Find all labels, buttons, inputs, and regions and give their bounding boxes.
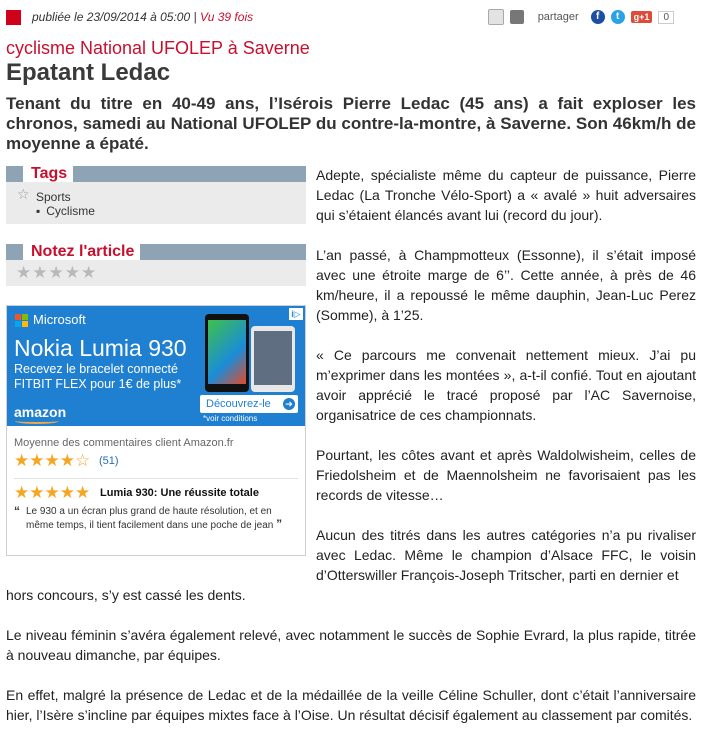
share-label: partager bbox=[537, 11, 579, 23]
article-paragraph: En effet, malgré la présence de Ledac et de la médaillée de la veille Céline Schuller, dont c’était l’anniversaire hier, l’Isère s’incline par équipes mixtes face à l’Oise. Un résultat décisif également au classement par comités. bbox=[6, 687, 696, 723]
advertisement[interactable] bbox=[6, 305, 306, 556]
quote-open-icon: “ bbox=[14, 504, 20, 518]
google-plus-count: 0 bbox=[658, 11, 674, 24]
rating-stars bbox=[16, 264, 96, 282]
published-date: publiée le 23/09/2014 à 05:00 bbox=[32, 10, 191, 24]
microsoft-logo-icon bbox=[15, 314, 28, 327]
rating-star-icon[interactable]: ★ bbox=[81, 263, 97, 282]
rating-star-icon[interactable]: ★ bbox=[48, 263, 64, 282]
ad-brand: Microsoft bbox=[33, 312, 86, 327]
twitter-icon[interactable]: t bbox=[611, 10, 625, 24]
ad-note: *voir conditions bbox=[203, 414, 258, 423]
ad-average-label: Moyenne des commentaires client Amazon.fr bbox=[14, 437, 234, 449]
meta-bar bbox=[6, 6, 700, 28]
article-paragraph: Pourtant, les côtes avant et après Waldolwisheim, celles de Friedolsheim et de Maennolsheim ne favorisaient pas les records de vitesse… bbox=[316, 447, 696, 503]
ad-choices-icon[interactable]: i▷ bbox=[289, 308, 303, 320]
star-outline-icon: ☆ bbox=[17, 186, 30, 202]
article-paragraph: hors concours, s’y est cassé les dents. bbox=[6, 587, 246, 603]
ad-divider bbox=[14, 478, 298, 479]
phone-image bbox=[203, 312, 299, 392]
article-paragraph: L’an passé, à Champmotteux (Essonne), il s’était imposé avec une étroite marge de 6’’. Cette année, à près de 46 km/heure, il a repoussé le même dauphin, Jean-Luc Perez (Somme), à 1’25. bbox=[316, 247, 696, 323]
rating-box bbox=[6, 260, 306, 286]
ad-review-quote bbox=[14, 504, 299, 531]
rating-star-icon[interactable]: ★ bbox=[64, 263, 80, 282]
ad-cta-label: Découvrez-le bbox=[206, 398, 271, 410]
ad-review-title: Lumia 930: Une réussite totale bbox=[100, 487, 259, 499]
publication-info bbox=[32, 10, 253, 24]
arrow-right-icon: ➔ bbox=[283, 398, 295, 410]
ad-product: Nokia Lumia 930 bbox=[14, 335, 187, 361]
print-icon[interactable] bbox=[510, 10, 524, 24]
ad-cta-button[interactable] bbox=[200, 395, 298, 413]
share-toolbar bbox=[488, 6, 674, 28]
meta-separator: | bbox=[193, 10, 197, 24]
ad-average-stars: ★★★★☆ bbox=[14, 451, 91, 470]
ad-quote-text: Le 930 a un écran plus grand de haute résolution, et en même temps, il tient facilement dans une poche de jean bbox=[26, 506, 274, 531]
ad-retailer: amazon bbox=[14, 404, 67, 420]
view-count: Vu 39 fois bbox=[199, 10, 254, 24]
rating-star-icon[interactable]: ★ bbox=[16, 263, 32, 282]
ad-review-count[interactable]: (51) bbox=[99, 455, 119, 467]
tag-cyclisme[interactable]: ▪ Cyclisme bbox=[36, 204, 95, 218]
rating-header bbox=[6, 244, 306, 260]
category-marker bbox=[6, 10, 21, 25]
rating-title: Notez l'article bbox=[23, 242, 140, 262]
facebook-icon[interactable]: f bbox=[591, 10, 605, 24]
article-paragraph: Adepte, spécialiste même du capteur de puissance, Pierre Ledac (La Tronche Vélo-Sport) a « avalé » huit adversaires qui s’étaient élancés avant lui (record du jour). bbox=[316, 167, 696, 223]
rating-star-icon[interactable]: ★ bbox=[32, 263, 48, 282]
article-title: Epatant Ledac bbox=[6, 59, 171, 86]
tags-header bbox=[6, 166, 306, 182]
article-kicker: cyclisme National UFOLEP à Saverne bbox=[6, 38, 310, 58]
article-paragraph: Le niveau féminin s’avéra également relevé, avec notamment le succès de Sophie Evrard, la plus rapide, titrée à nouveau dimanche, par équipes. bbox=[6, 627, 696, 663]
google-plus-button[interactable]: g+1 bbox=[631, 11, 653, 23]
ad-banner[interactable] bbox=[7, 306, 305, 426]
tag-sports[interactable]: Sports bbox=[36, 190, 71, 204]
email-icon[interactable] bbox=[488, 9, 504, 25]
tags-title: Tags bbox=[23, 164, 73, 184]
article-paragraph: Aucun des titrés dans les autres catégories n’a pu rivaliser avec Ledac. Même le champion d’Alsace FFC, le voisin d’Otterswiller François-Joseph Tritscher, parti en dernier et bbox=[316, 527, 696, 583]
quote-close-icon: ” bbox=[276, 517, 283, 531]
ad-review-stars: ★★★★★ bbox=[14, 483, 91, 502]
tags-box bbox=[6, 182, 306, 224]
article-paragraph: « Ce parcours me convenait nettement mieux. J’ai pu m’exprimer dans les montées », a-t-il confié. Tout en ajoutant avoir apprécié le tracé proposé par l’AC Savernoise, organisatrice de ces championnats. bbox=[316, 347, 696, 423]
amazon-smile-icon bbox=[15, 418, 59, 424]
article-lead: Tenant du titre en 40-49 ans, l’Isérois Pierre Ledac (45 ans) a fait exploser les chronos, samedi au National UFOLEP du contre-la-montre, à Saverne. Son 46km/h de moyenne a épaté. bbox=[6, 94, 696, 153]
ad-promo: Recevez le bracelet connecté FITBIT FLEX pour 1€ de plus* bbox=[14, 362, 182, 391]
